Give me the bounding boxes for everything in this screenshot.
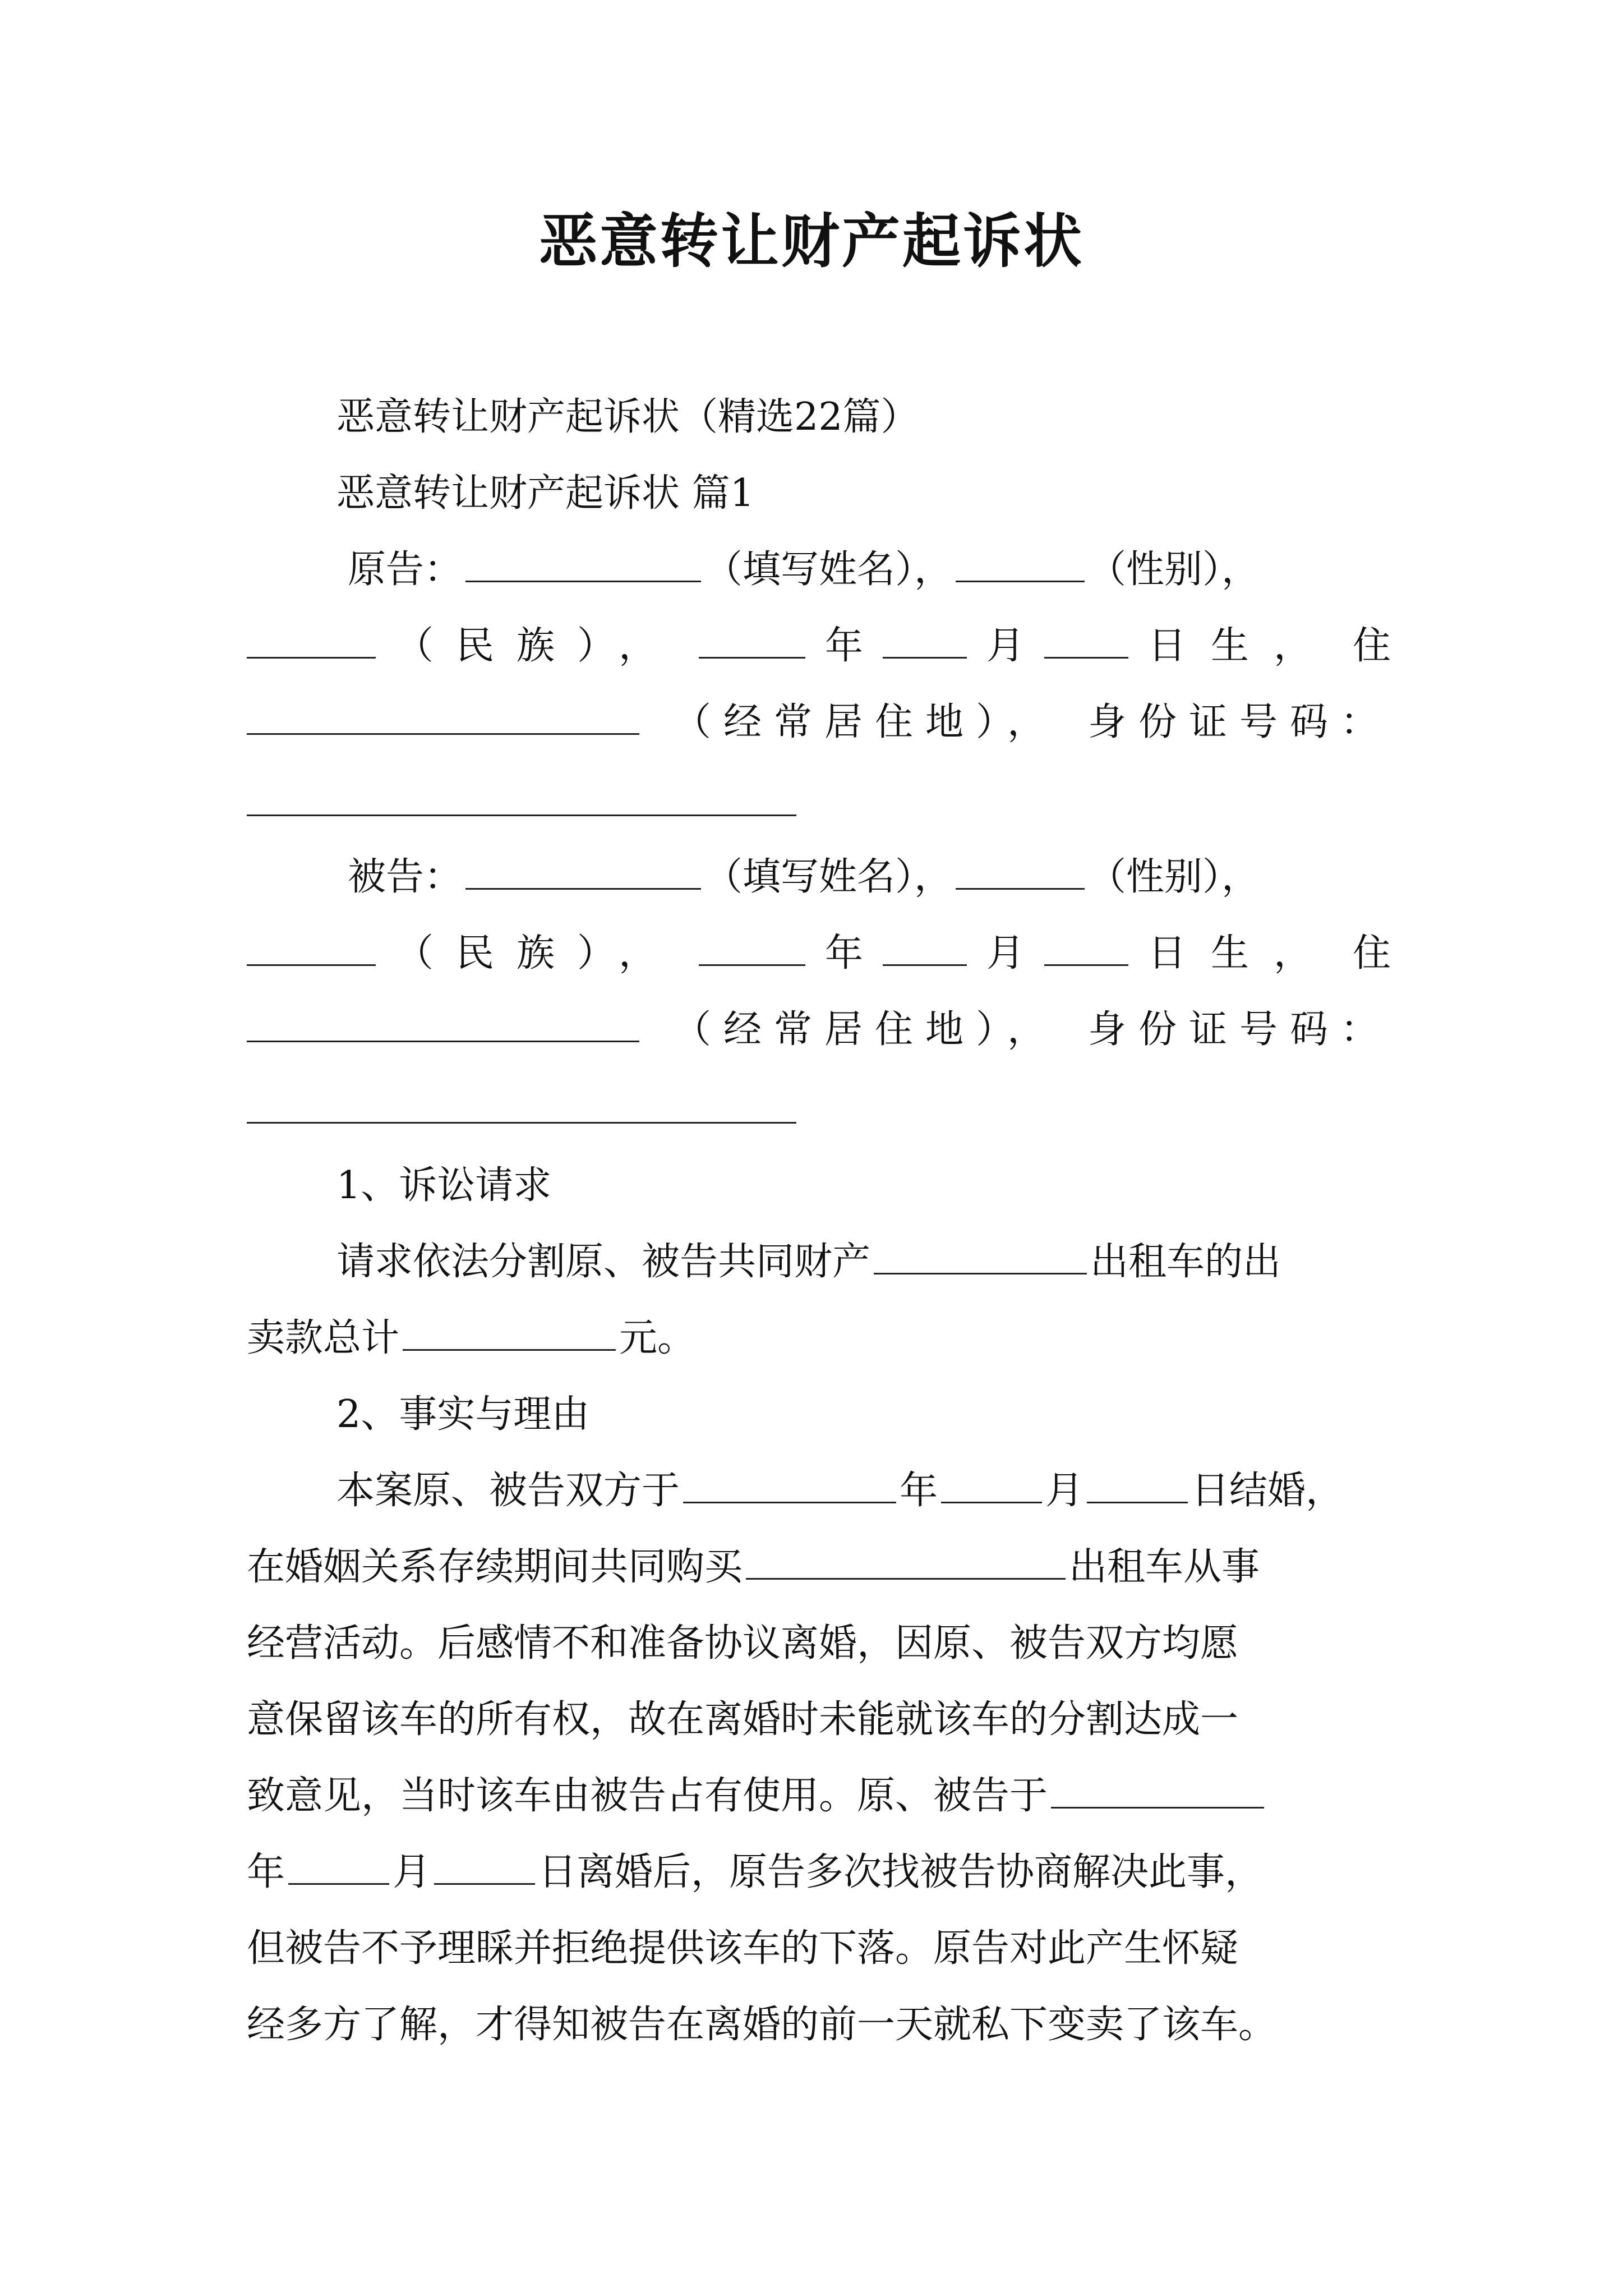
plaintiff-gender-note: （性别）， (1088, 547, 1260, 592)
divorce-month-blank (288, 1847, 389, 1885)
plaintiff-id-label: 身份证号码： (1087, 700, 1391, 744)
defendant-month-label: 月 (986, 931, 1025, 976)
defendant-id-label: 身份证号码： (1087, 1007, 1391, 1052)
plaintiff-id-blank (247, 815, 796, 816)
document-title: 恶意转让财产起诉状 (538, 206, 1084, 275)
marriage-month-blank (941, 1465, 1042, 1503)
defendant-residence-blank (247, 1004, 639, 1042)
defendant-line-3 (247, 992, 1391, 1068)
defendant-residence-note: （经常居住地）， (672, 1007, 1058, 1052)
plaintiff-name-note: （填写姓名）， (704, 547, 953, 592)
defendant-line-1 (247, 839, 1391, 915)
facts-line-8: 经多方了解，才得知被告在离婚的前一天就私下变卖了该车。 (247, 2003, 1277, 2047)
claim-line-1 (247, 1224, 1391, 1300)
plaintiff-name-blank (465, 544, 701, 582)
plaintiff-line-1 (247, 532, 1391, 608)
defendant-name-blank (465, 852, 701, 890)
plaintiff-label: 原告： (348, 547, 463, 592)
divorce-month-label: 月 (393, 1850, 431, 1894)
plaintiff-residence-word: 住 (1352, 624, 1391, 668)
marriage-year-label: 年 (900, 1469, 938, 1513)
defendant-year-label: 年 (824, 931, 863, 976)
facts-text-2a: 在婚姻关系存续期间共同购买 (247, 1545, 743, 1589)
plaintiff-line-3 (247, 684, 1391, 761)
facts-text-1a: 本案原、被告双方于 (336, 1469, 680, 1513)
part-heading: 恶意转让财产起诉状 篇1 (336, 471, 754, 516)
facts-line-4: 意保留该车的所有权，故在离婚时未能就该车的分割达成一 (247, 1697, 1239, 1742)
plaintiff-ethnicity-note: （民族）， (395, 624, 679, 668)
defendant-month-blank (883, 928, 967, 966)
defendant-year-blank (699, 928, 805, 966)
claim-text-1b: 出租车的出 (1090, 1240, 1281, 1284)
plaintiff-day-born: 日生， (1147, 624, 1336, 668)
claim-text-2a: 卖款总计 (247, 1316, 400, 1360)
plaintiff-ethnicity-blank (247, 620, 376, 659)
claim-line-2 (247, 1300, 1391, 1377)
section-1-heading: 1、诉讼请求 (336, 1163, 552, 1208)
facts-text-6-end: 日离婚后，原告多次找被告协商解决此事， (538, 1850, 1264, 1894)
defendant-ethnicity-note: （民族）， (395, 931, 679, 976)
defendant-ethnicity-blank (247, 928, 376, 966)
marriage-month-label: 月 (1045, 1469, 1084, 1513)
claim-text-1a: 请求依法分割原、被告共同财产 (336, 1240, 871, 1284)
sale-amount-blank (403, 1313, 616, 1351)
defendant-id-blank (247, 1122, 796, 1124)
plaintiff-year-blank (699, 620, 805, 659)
divorce-year-blank (1051, 1770, 1264, 1809)
facts-text-2b: 出租车从事 (1069, 1545, 1260, 1589)
plaintiff-month-blank (883, 620, 967, 659)
facts-line-6 (247, 1834, 1391, 1911)
plaintiff-year-label: 年 (824, 624, 863, 668)
facts-line-2 (247, 1529, 1391, 1605)
defendant-day-blank (1044, 928, 1128, 966)
plaintiff-month-label: 月 (986, 624, 1025, 668)
claim-text-2b: 元。 (619, 1316, 696, 1360)
plaintiff-gender-blank (956, 544, 1085, 582)
plaintiff-line-2 (247, 608, 1391, 684)
purchase-taxi-blank (746, 1542, 1066, 1580)
plaintiff-residence-blank (247, 697, 639, 735)
facts-text-1-end: 日结婚， (1191, 1469, 1344, 1513)
taxi-plate-blank (874, 1236, 1087, 1274)
facts-line-1 (247, 1453, 1391, 1529)
facts-line-3: 经营活动。后感情不和准备协议离婚，因原、被告双方均愿 (247, 1621, 1239, 1665)
defendant-label: 被告： (348, 855, 463, 899)
plaintiff-day-blank (1044, 620, 1128, 659)
plaintiff-residence-note: （经常居住地）， (672, 700, 1058, 744)
defendant-gender-note: （性别）， (1088, 855, 1260, 899)
section-2-heading: 2、事实与理由 (336, 1392, 590, 1437)
subtitle: 恶意转让财产起诉状（精选22篇） (336, 395, 919, 439)
defendant-residence-word: 住 (1352, 931, 1391, 976)
divorce-year-label: 年 (247, 1850, 285, 1894)
defendant-name-note: （填写姓名）， (704, 855, 953, 899)
defendant-day-born: 日生， (1147, 931, 1336, 976)
defendant-gender-blank (956, 852, 1085, 890)
marriage-year-blank (683, 1465, 896, 1503)
facts-line-7: 但被告不予理睬并拒绝提供该车的下落。原告对此产生怀疑 (247, 1926, 1239, 1971)
facts-text-5a: 致意见，当时该车由被告占有使用。原、被告于 (247, 1774, 1048, 1818)
defendant-line-2 (247, 915, 1391, 992)
facts-line-5 (247, 1758, 1391, 1834)
divorce-day-blank (434, 1847, 535, 1885)
marriage-day-blank (1087, 1465, 1188, 1503)
